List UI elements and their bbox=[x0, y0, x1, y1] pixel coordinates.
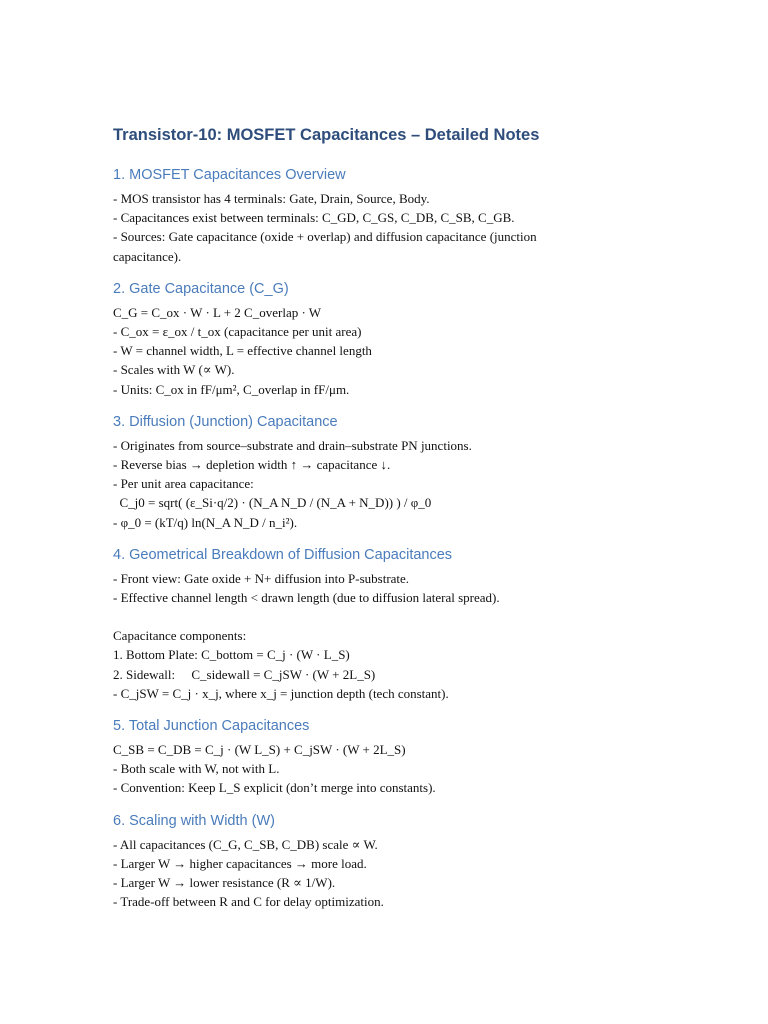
text-line: - Capacitances exist between terminals: C_GD, C_GS, C_DB, C_SB, C_GB. bbox=[113, 210, 515, 226]
text-line: C_G = C_ox · W · L + 2 C_overlap · W bbox=[113, 304, 322, 320]
section-heading: 6. Scaling with Width (W) bbox=[113, 812, 275, 829]
section-2 bbox=[113, 278, 733, 399]
text-line: Capacitance components: bbox=[113, 628, 247, 644]
text-line: - Reverse bias → depletion width ↑ → capacitance ↓. bbox=[113, 457, 391, 473]
text-line: - Originates from source–substrate and drain–substrate PN junctions. bbox=[113, 437, 472, 453]
text-line: - Trade-off between R and C for delay optimization. bbox=[113, 894, 384, 910]
document-body bbox=[113, 122, 733, 923]
section-3 bbox=[113, 411, 733, 532]
section-heading: 4. Geometrical Breakdown of Diffusion Capacitances bbox=[113, 546, 453, 563]
text-line: 2. Sidewall: C_sidewall = C_jSW · (W + 2L_S) bbox=[113, 666, 376, 682]
text-line: 1. Bottom Plate: C_bottom = C_j · (W · L_S) bbox=[113, 647, 350, 663]
section-1 bbox=[113, 164, 733, 266]
text-line: - Effective channel length < drawn length (due to diffusion lateral spread). bbox=[113, 590, 500, 606]
text-line: - Larger W → lower resistance (R ∝ 1/W). bbox=[113, 875, 336, 891]
text-line: C_j0 = sqrt( (ε_Si·q/2) · (N_A N_D / (N_A + N_D)) ) / φ_0 bbox=[113, 495, 432, 511]
text-line: - Sources: Gate capacitance (oxide + overlap) and diffusion capacitance (junction bbox=[113, 229, 537, 245]
sections-container bbox=[113, 164, 733, 911]
text-line: - Scales with W (∝ W). bbox=[113, 362, 235, 378]
text-line: C_SB = C_DB = C_j · (W L_S) + C_jSW · (W + 2L_S) bbox=[113, 742, 406, 758]
blank-line bbox=[113, 607, 733, 626]
text-line: - C_ox = ε_ox / t_ox (capacitance per unit area) bbox=[113, 324, 362, 340]
section-heading: 2. Gate Capacitance (C_G) bbox=[113, 280, 289, 297]
text-line: - Units: C_ox in fF/μm², C_overlap in fF/μm. bbox=[113, 381, 350, 397]
section-heading: 3. Diffusion (Junction) Capacitance bbox=[113, 413, 338, 430]
text-line: - Convention: Keep L_S explicit (don’t merge into constants). bbox=[113, 780, 436, 796]
text-line: - Larger W → higher capacitances → more load. bbox=[113, 855, 367, 871]
text-line: - W = channel width, L = effective channel length bbox=[113, 343, 372, 359]
document-title: Transistor-10: MOSFET Capacitances – Detailed Notes bbox=[113, 126, 540, 144]
text-line: capacitance). bbox=[113, 248, 182, 264]
section-heading: 5. Total Junction Capacitances bbox=[113, 718, 310, 735]
section-4 bbox=[113, 544, 733, 703]
text-line: - MOS transistor has 4 terminals: Gate, Drain, Source, Body. bbox=[113, 191, 430, 206]
text-line: - φ_0 = (kT/q) ln(N_A N_D / n_i²). bbox=[113, 514, 298, 530]
text-line: - Front view: Gate oxide + N+ diffusion into P-substrate. bbox=[113, 570, 410, 586]
section-5 bbox=[113, 715, 733, 798]
text-line: - All capacitances (C_G, C_SB, C_DB) scale ∝ W. bbox=[113, 836, 378, 852]
text-line: - Per unit area capacitance: bbox=[113, 476, 254, 492]
section-6 bbox=[113, 810, 733, 912]
section-heading: 1. MOSFET Capacitances Overview bbox=[113, 167, 346, 183]
text-line: - C_jSW = C_j · x_j, where x_j = junction depth (tech constant). bbox=[113, 685, 449, 701]
text-line: - Both scale with W, not with L. bbox=[113, 761, 280, 777]
